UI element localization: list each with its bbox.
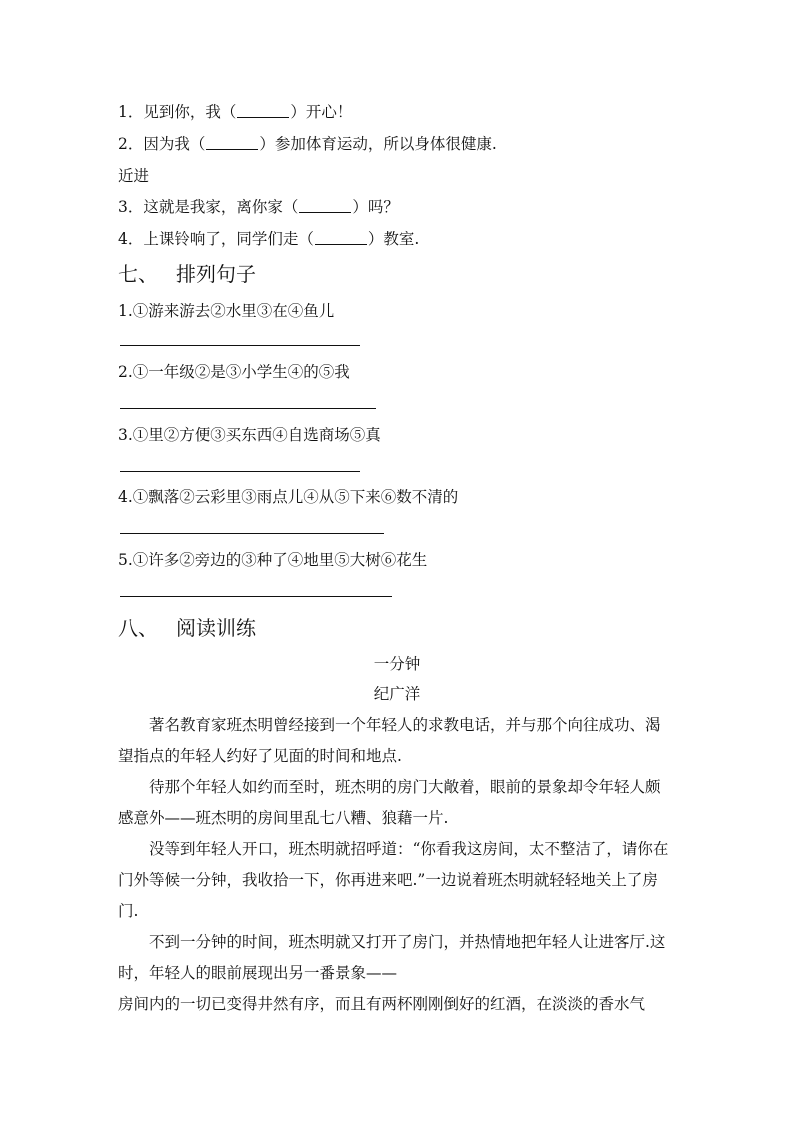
arrange-question: 3.①里②方便③买东西④自选商场⑤真: [118, 426, 381, 444]
fill-blank-item: 4．上课铃响了，同学们走（ ）教室.: [118, 230, 420, 248]
article-title: 一分钟: [373, 655, 421, 673]
arrange-question: 2.①一年级②是③小学生④的⑤我: [118, 363, 350, 381]
paragraph: 不到一分钟的时间，班杰明就又打开了房门，并热情地把年轻人让进客厅.这时，年轻人的眼前展现出另一番景象——: [118, 933, 666, 982]
arrange-question: 5.①许多②旁边的③种了④地里⑤大树⑥花生: [118, 551, 428, 569]
section-number: 八、: [118, 616, 158, 640]
answer-line[interactable]: [120, 471, 360, 472]
arrange-question: 4.①飘落②云彩里③雨点儿④从⑤下来⑥数不清的: [118, 488, 459, 506]
answer-line[interactable]: [120, 408, 376, 409]
answer-line[interactable]: [120, 596, 392, 597]
paragraph: 没等到年轻人开口，班杰明就招呼道：“你看我这房间，太不整洁了，请你在门外等候一分钟，我收拾一下，你再进来吧.”一边说着班杰明就轻轻地关上了房门.: [118, 840, 669, 920]
answer-blank[interactable]: [299, 198, 351, 213]
answer-blank[interactable]: [206, 135, 258, 150]
answer-line[interactable]: [120, 345, 360, 346]
section-heading: [118, 261, 256, 287]
answer-line[interactable]: [120, 533, 384, 534]
arrange-question: 1.①游来游去②水里③在④鱼儿: [118, 302, 335, 320]
section-number: 七、: [118, 262, 158, 286]
fill-blank-item: 3．这就是我家，离你家（ ）吗？: [118, 198, 399, 216]
answer-blank[interactable]: [237, 103, 289, 118]
article-body: [118, 710, 674, 1020]
fill-blank-item: 1．见到你，我（ ）开心！: [118, 103, 353, 121]
paragraph: 著名教育家班杰明曾经接到一个年轻人的求教电话，并与那个向往成功、渴望指点的年轻人约好了见面的时间和地点.: [118, 716, 661, 765]
paragraph: 房间内的一切已变得井然有序，而且有两杯刚刚倒好的红酒，在淡淡的香水气: [118, 995, 646, 1013]
section-heading: [118, 615, 256, 641]
paragraph: 待那个年轻人如约而至时，班杰明的房门大敞着，眼前的景象却令年轻人颇感意外——班杰明的房间里乱七八糟、狼藉一片.: [118, 778, 661, 827]
answer-blank[interactable]: [315, 230, 367, 245]
section-title: 阅读训练: [176, 616, 256, 640]
fill-blank-item: 2．因为我（ ）参加体育运动，所以身体很健康.: [118, 135, 497, 153]
article-author: 纪广洋: [373, 685, 421, 703]
word-choice-label: 近进: [118, 167, 150, 185]
section-title: 排列句子: [176, 262, 256, 286]
